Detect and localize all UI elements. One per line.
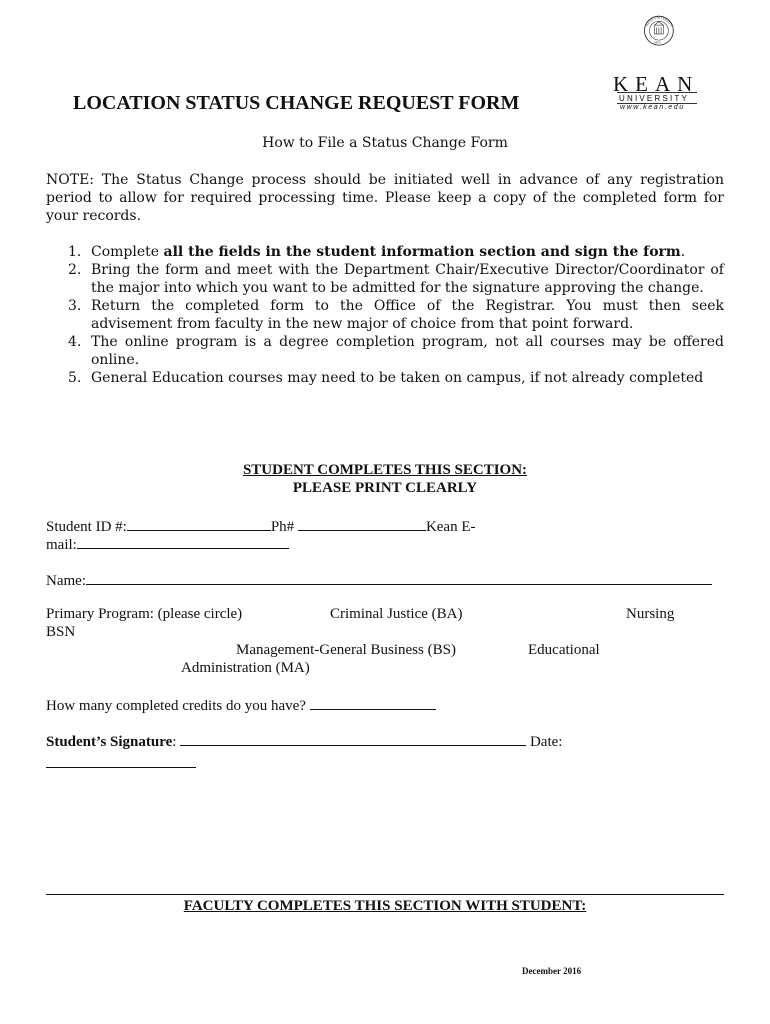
faculty-section-heading: FACULTY COMPLETES THIS SECTION WITH STUDENT: [183, 898, 587, 914]
phone-field[interactable] [298, 516, 426, 531]
program-option-criminal-justice[interactable]: Criminal Justice (BA) [330, 606, 463, 622]
logo-wordmark: KEAN [613, 72, 700, 96]
name-row [46, 570, 712, 590]
program-option-administration[interactable]: Administration (MA) [181, 660, 310, 676]
credits-row [46, 695, 436, 715]
student-id-field[interactable] [127, 516, 271, 531]
svg-text:KEAN UNIVERSITY: KEAN UNIVERSITY [644, 15, 674, 28]
program-label: Primary Program: (please circle) [46, 606, 243, 622]
logo-divider [617, 92, 697, 93]
section-divider [46, 894, 724, 895]
date-field[interactable] [46, 753, 196, 768]
signature-label: Student’s Signature [46, 734, 173, 750]
email-label: Kean E- [425, 519, 476, 535]
signature-row: Student’s Signature: Date: [46, 731, 562, 751]
date-label: Date: [529, 734, 563, 750]
note-paragraph: NOTE: The Status Change process should be initiated well in advance of any registration period to allow for required processing time. Please keep a copy of the completed form for your records. [46, 172, 724, 224]
credits-label: How many completed credits do you have? [46, 698, 306, 714]
instruction-list [46, 243, 724, 387]
subtitle: How to File a Status Change Form [262, 135, 508, 151]
email-label-cont: mail: [46, 537, 77, 553]
credits-field[interactable] [310, 695, 436, 710]
student-id-row [46, 516, 476, 536]
email-field[interactable] [77, 534, 289, 549]
program-option-educational[interactable]: Educational [528, 642, 600, 658]
logo-university: UNIVERSITY [619, 94, 690, 103]
phone-label: Ph# [270, 519, 295, 535]
list-item: 4. The online program is a degree completion program, not all courses may be offered online. [68, 334, 724, 368]
name-label: Name: [46, 573, 86, 589]
student-section-subheading: PLEASE PRINT CLEARLY [292, 480, 478, 496]
program-option-nursing[interactable]: Nursing [626, 606, 675, 622]
student-section-heading: STUDENT COMPLETES THIS SECTION: [242, 462, 528, 478]
kean-university-seal-icon [612, 14, 708, 74]
list-item: 5. General Education courses may need to be taken on campus, if not already completed [68, 370, 704, 386]
footer-date: December 2016 [522, 966, 582, 976]
list-item: 1. Complete all the fields in the student information section and sign the form. [68, 244, 686, 260]
program-option-management[interactable]: Management-General Business (BS) [236, 642, 456, 658]
name-field[interactable] [86, 570, 712, 585]
list-item: 2. Bring the form and meet with the Department Chair/Executive Director/Coordinator of the major into which you want to be admitted for the signature approving the change. [68, 262, 724, 296]
list-item: 3. Return the completed form to the Office of the Registrar. You must then seek advisement from faculty in the new major of choice from that point forward. [68, 298, 724, 332]
signature-field[interactable] [180, 731, 526, 746]
program-option-nursing-bsn[interactable]: BSN [46, 624, 76, 640]
email-row [46, 534, 289, 554]
seal-year: 1855 [653, 40, 661, 45]
logo-url: www.kean.edu [620, 104, 685, 111]
student-id-label: Student ID #: [46, 519, 127, 535]
form-title: LOCATION STATUS CHANGE REQUEST FORM [73, 92, 520, 114]
